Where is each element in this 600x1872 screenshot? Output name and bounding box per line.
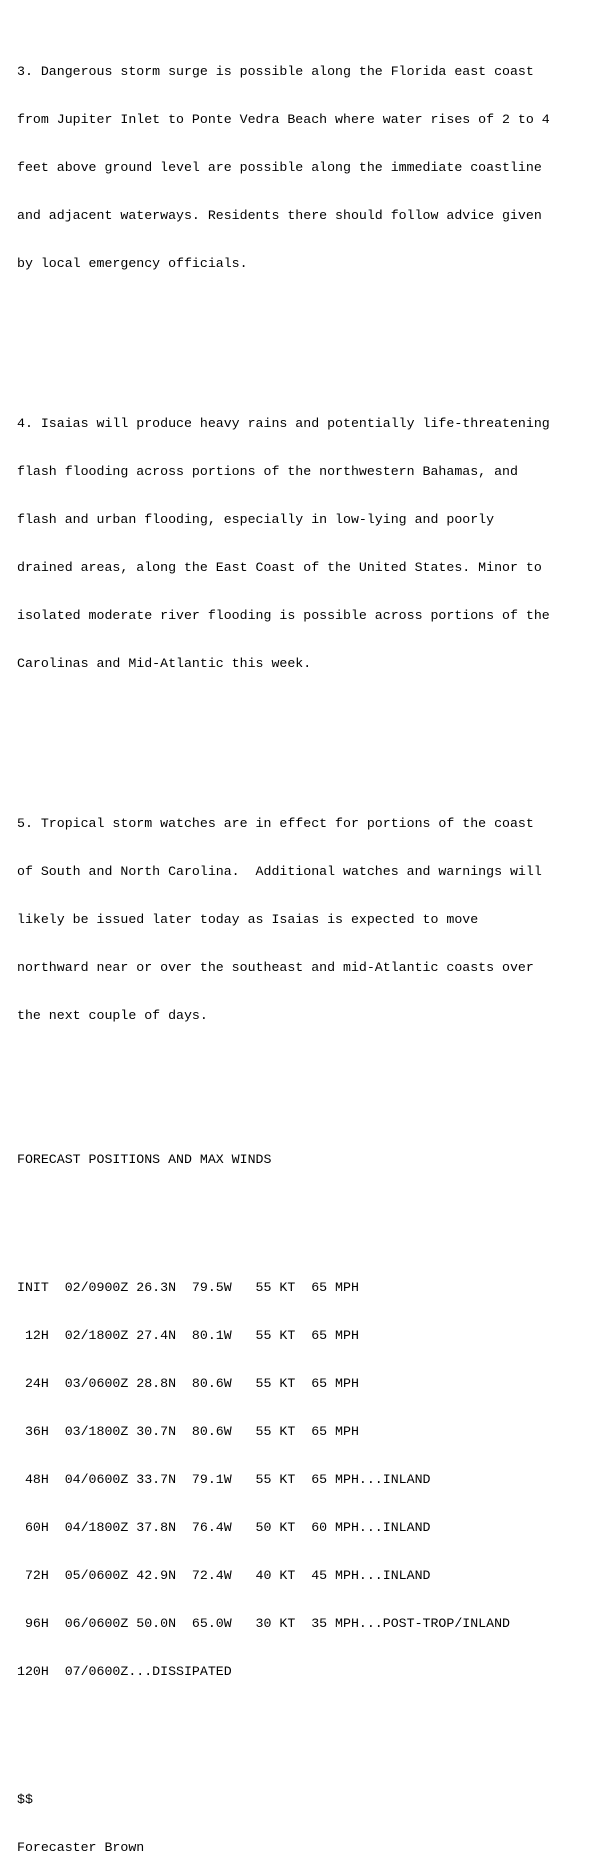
text-line: 3. Dangerous storm surge is possible along the Florida east coast	[17, 64, 534, 79]
text-line: of South and North Carolina. Additional watches and warnings will	[17, 864, 542, 879]
forecast-row: 96H 06/0600Z 50.0N 65.0W 30 KT 35 MPH...POST-TROP/INLAND	[17, 1616, 510, 1631]
forecaster-signature: Forecaster Brown	[17, 1840, 145, 1855]
paragraph-gap	[17, 1200, 600, 1216]
text-line: and adjacent waterways. Residents there should follow advice given	[17, 208, 542, 223]
text-line: the next couple of days.	[17, 1008, 208, 1023]
text-line: from Jupiter Inlet to Ponte Vedra Beach where water rises of 2 to 4	[17, 112, 550, 127]
forecast-row: 120H 07/0600Z...DISSIPATED	[17, 1664, 232, 1679]
forecast-row: 72H 05/0600Z 42.9N 72.4W 40 KT 45 MPH...INLAND	[17, 1568, 431, 1583]
section-gap	[17, 1088, 600, 1120]
forecast-table	[17, 1248, 600, 1712]
forecast-row: 36H 03/1800Z 30.7N 80.6W 55 KT 65 MPH	[17, 1424, 359, 1439]
forecast-row: 24H 03/0600Z 28.8N 80.6W 55 KT 65 MPH	[17, 1376, 359, 1391]
text-line: flash flooding across portions of the northwestern Bahamas, and	[17, 464, 518, 479]
key-message-4	[17, 384, 600, 704]
end-of-product-marker: $$	[17, 1792, 33, 1807]
text-line: drained areas, along the East Coast of the United States. Minor to	[17, 560, 542, 575]
text-line: by local emergency officials.	[17, 256, 248, 271]
forecast-heading: FORECAST POSITIONS AND MAX WINDS	[17, 1152, 272, 1167]
paragraph-gap	[17, 736, 600, 752]
key-message-3	[17, 32, 600, 304]
forecast-row: INIT 02/0900Z 26.3N 79.5W 55 KT 65 MPH	[17, 1280, 359, 1295]
text-line: northward near or over the southeast and mid-Atlantic coasts over	[17, 960, 534, 975]
key-message-5	[17, 784, 600, 1056]
forecast-row: 60H 04/1800Z 37.8N 76.4W 50 KT 60 MPH...INLAND	[17, 1520, 431, 1535]
forecast-row: 48H 04/0600Z 33.7N 79.1W 55 KT 65 MPH...INLAND	[17, 1472, 431, 1487]
paragraph-gap	[17, 336, 600, 352]
advisory-document	[17, 0, 600, 1872]
text-line: 5. Tropical storm watches are in effect for portions of the coast	[17, 816, 534, 831]
text-line: 4. Isaias will produce heavy rains and potentially life-threatening	[17, 416, 550, 431]
paragraph-gap	[17, 1744, 600, 1760]
text-line: flash and urban flooding, especially in low-lying and poorly	[17, 512, 495, 527]
text-line: likely be issued later today as Isaias is expected to move	[17, 912, 479, 927]
text-line: isolated moderate river flooding is possible across portions of the	[17, 608, 550, 623]
text-line: feet above ground level are possible along the immediate coastline	[17, 160, 542, 175]
forecast-row: 12H 02/1800Z 27.4N 80.1W 55 KT 65 MPH	[17, 1328, 359, 1343]
text-line: Carolinas and Mid-Atlantic this week.	[17, 656, 312, 671]
